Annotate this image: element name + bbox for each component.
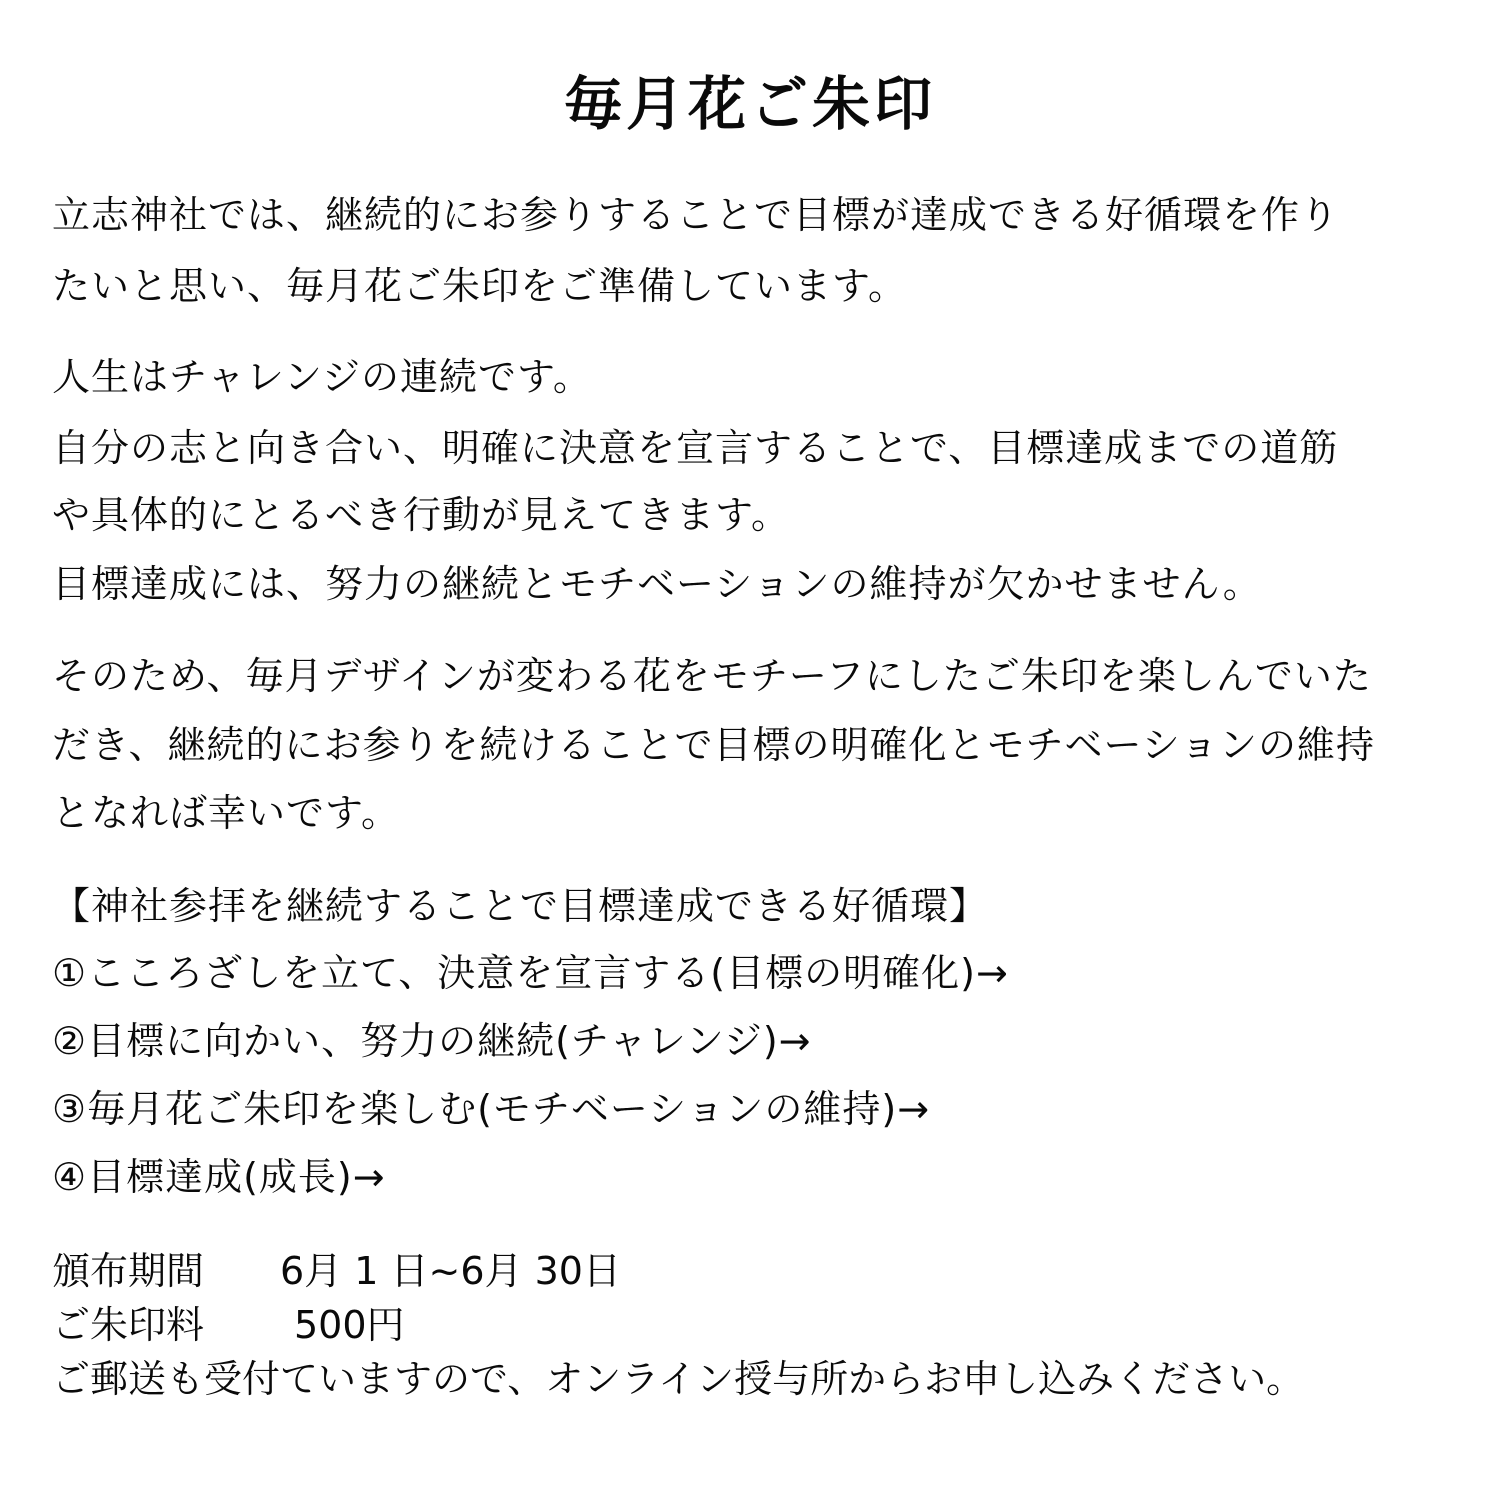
cycle-step-4: ④目標達成(成長)→	[52, 1155, 386, 1199]
distribution-period-label: 頒布期間	[52, 1249, 205, 1293]
purpose-line-2: だき、継続的にお参りを続けることで目標の明確化とモチベーションの維持	[52, 723, 1375, 767]
distribution-period-value: 6月 1 日~6月 30日	[280, 1249, 621, 1293]
mail-order-note: ご郵送も受付ていますので、オンライン授与所からお申し込みください。	[52, 1357, 1305, 1401]
cycle-step-3: ③毎月花ご朱印を楽しむ(モチベーションの維持)→	[52, 1087, 931, 1131]
cycle-step-2: ②目標に向かい、努力の継続(チャレンジ)→	[52, 1019, 812, 1063]
challenge-line-2: 自分の志と向き合い、明確に決意を宣言することで、目標達成までの道筋	[52, 426, 1339, 470]
challenge-line-4: 目標達成には、努力の継続とモチベーションの維持が欠かせません。	[52, 562, 1262, 606]
page-title: 毎月花ご朱印	[563, 70, 936, 138]
purpose-line-3: となれば幸いです。	[52, 791, 400, 835]
cycle-step-1: ①こころざしを立て、決意を宣言する(目標の明確化)→	[52, 951, 1009, 995]
cycle-heading: 【神社参拝を継続することで目標達成できる好循環】	[52, 884, 989, 928]
goshuin-fee-label: ご朱印料	[52, 1303, 205, 1347]
intro-line-1: 立志神社では、継続的にお参りすることで目標が達成できる好循環を作り	[52, 193, 1340, 237]
challenge-line-1: 人生はチャレンジの連続です。	[52, 355, 592, 399]
goshuin-fee-value: 500円	[294, 1303, 405, 1347]
intro-line-2: たいと思い、毎月花ご朱印をご準備しています。	[52, 264, 907, 308]
purpose-line-1: そのため、毎月デザインが変わる花をモチーフにしたご朱印を楽しんでいた	[52, 654, 1372, 698]
distribution-period	[52, 1248, 621, 1294]
challenge-line-3: や具体的にとるべき行動が見えてきます。	[52, 493, 790, 537]
goshuin-fee	[52, 1302, 405, 1348]
